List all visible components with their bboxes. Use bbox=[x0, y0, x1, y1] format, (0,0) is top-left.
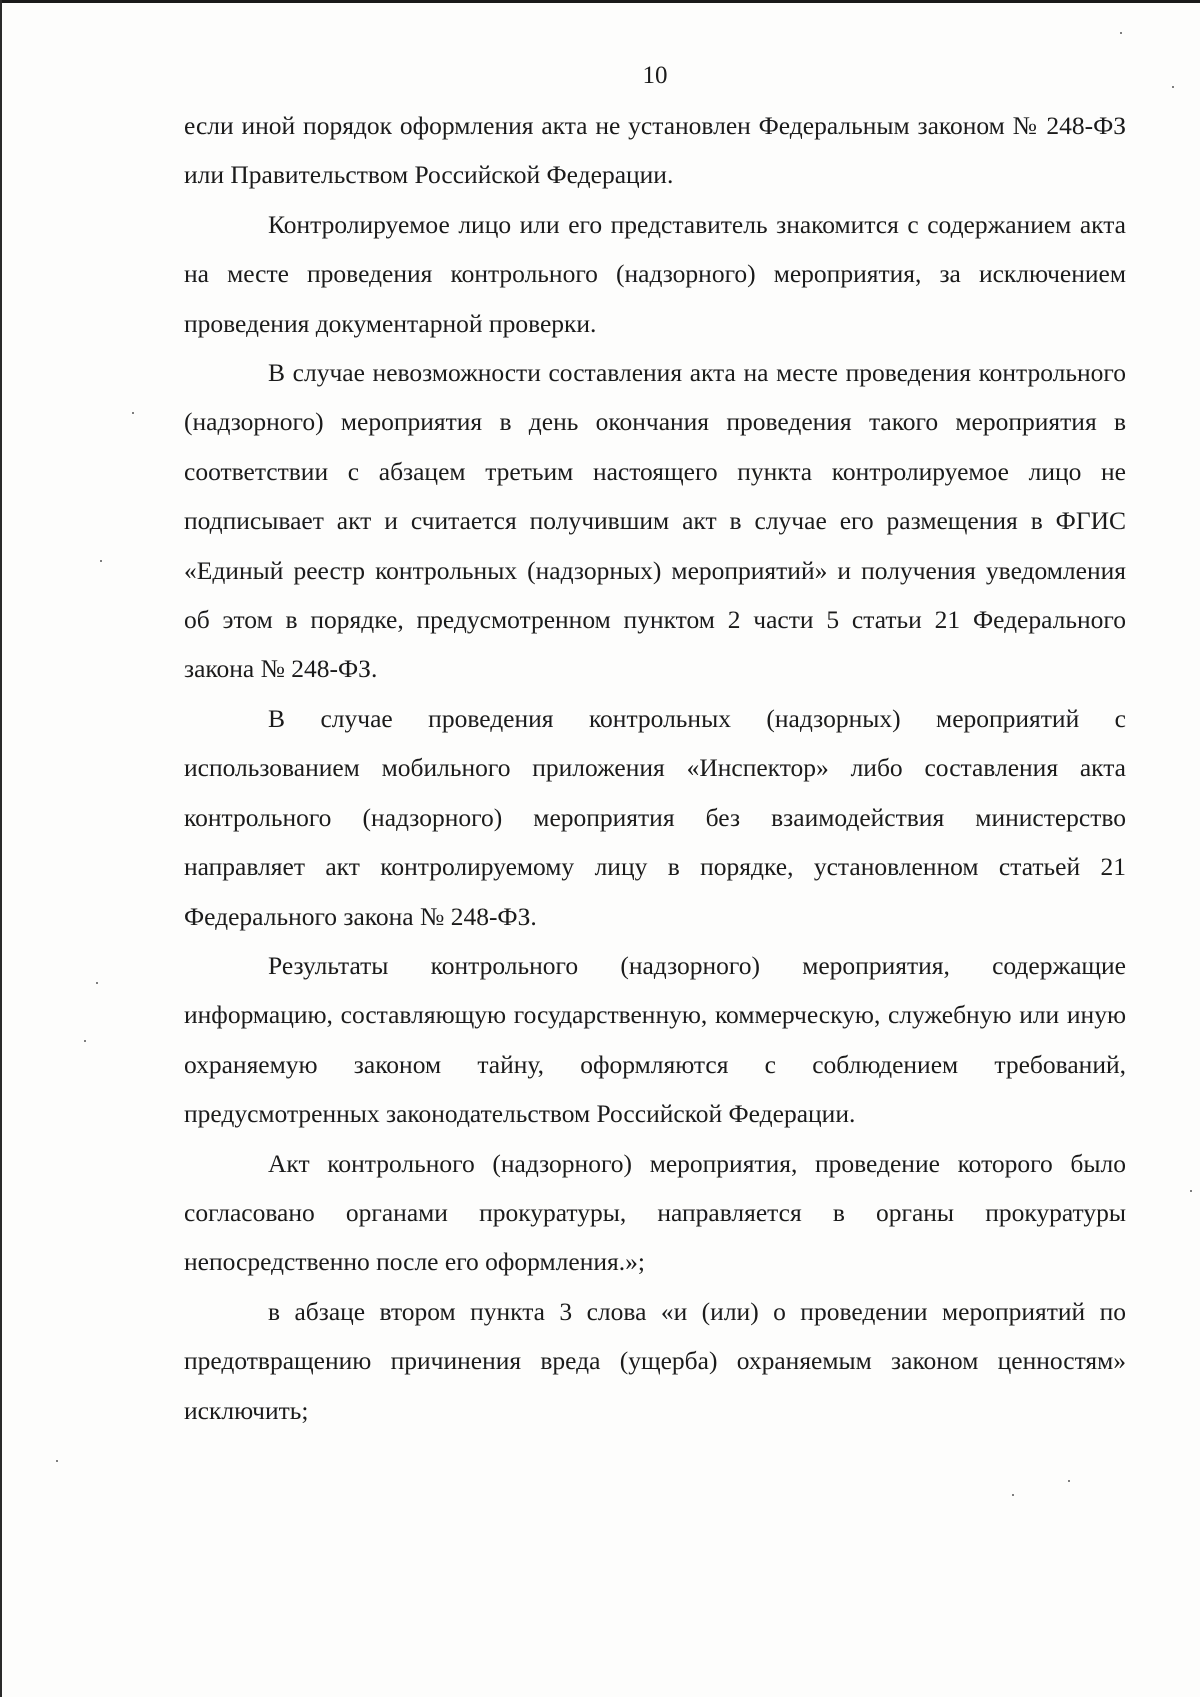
paragraph: Результаты контрольного (надзорного) мероприятия, содержащие информацию, составляющую государственную, коммерческую, служебную или иную охраняемую законом тайну, оформляются с соблюдением требований, предусмотренных законодательством Российской Федерации. bbox=[184, 950, 1126, 1129]
scan-top-edge bbox=[0, 0, 1200, 3]
scan-speck bbox=[100, 560, 102, 562]
scan-speck bbox=[1190, 1190, 1192, 1192]
paragraph: Контролируемое лицо или его представитель знакомится с содержанием акта на месте проведения контрольного (надзорного) мероприятия, за исключением проведения документарной проверки. bbox=[184, 209, 1126, 338]
scan-speck bbox=[1012, 1494, 1014, 1496]
paragraph: Акт контрольного (надзорного) мероприятия, проведение которого было согласовано органами прокуратуры, направляется в органы прокуратуры непосредственно после его оформления.»; bbox=[184, 1148, 1126, 1277]
scan-left-edge bbox=[0, 0, 2, 1697]
page-number: 10 bbox=[642, 62, 668, 89]
scan-speck bbox=[1172, 86, 1174, 88]
scan-speck bbox=[84, 1040, 86, 1042]
scan-speck bbox=[132, 412, 134, 414]
document-body bbox=[184, 101, 1126, 1435]
scan-speck bbox=[1068, 1480, 1070, 1482]
scan-speck bbox=[96, 982, 98, 984]
paragraph-continuation: если иной порядок оформления акта не установлен Федеральным законом № 248-ФЗ или Правительством Российской Федерации. bbox=[184, 111, 1126, 190]
scan-speck bbox=[56, 1460, 58, 1462]
scan-speck bbox=[1120, 32, 1122, 34]
paragraph: В случае проведения контрольных (надзорных) мероприятий с использованием мобильного приложения «Инспектор» либо составления акта контрольного (надзорного) мероприятия без взаимодействия министерство направляет акт контролируемому лицу в порядке, установленном статьей 21 Федерального закона № 248-ФЗ. bbox=[184, 703, 1126, 931]
paragraph: В случае невозможности составления акта на месте проведения контрольного (надзорного) мероприятия в день окончания проведения такого мероприятия в соответствии с абзацем третьим настоящего пункта контролируемое лицо не подписывает акт и считается получившим акт в случае его размещения в ФГИС «Единый реестр контрольных (надзорных) мероприятий» и получения уведомления об этом в порядке, предусмотренном пунктом 2 части 5 статьи 21 Федерального закона № 248-ФЗ. bbox=[184, 358, 1126, 684]
paragraph: в абзаце втором пункта 3 слова «и (или) о проведении мероприятий по предотвращению причинения вреда (ущерба) охраняемым законом ценностям» исключить; bbox=[184, 1296, 1126, 1425]
